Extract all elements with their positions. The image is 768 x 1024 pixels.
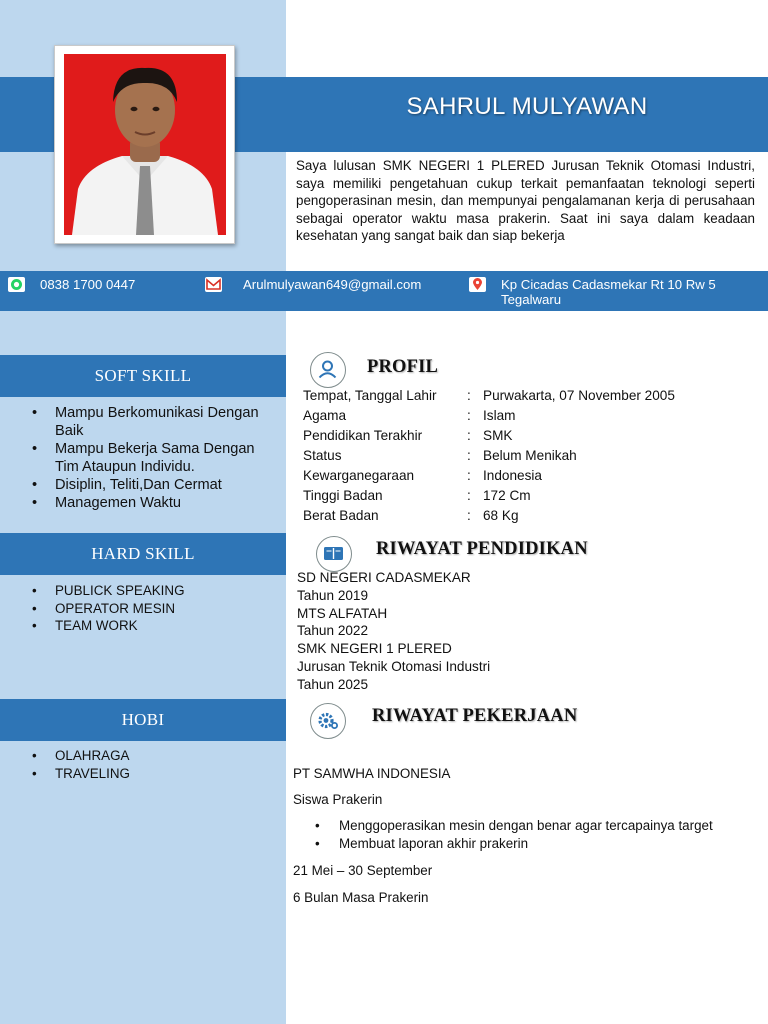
profile-label: Pendidikan Terakhir [303, 428, 423, 443]
list-item: • Mampu Berkomunikasi Dengan Baik [30, 404, 280, 440]
profile-label: Tinggi Badan [303, 488, 383, 503]
profile-separator: : [467, 448, 471, 463]
list-item: • Menggoperasikan mesin dengan benar agar tercapainya target [313, 817, 713, 835]
work-period: 21 Mei – 30 September [293, 863, 433, 878]
soft-skill-list [30, 404, 280, 512]
education-line: Tahun 2022 [297, 623, 369, 639]
profile-label: Berat Badan [303, 508, 379, 523]
profile-label: Tempat, Tanggal Lahir [303, 388, 437, 403]
profile-separator: : [467, 428, 471, 443]
profile-separator: : [467, 508, 471, 523]
profil-title: PROFIL [367, 357, 439, 377]
profile-separator: : [467, 488, 471, 503]
profile-label: Agama [303, 408, 347, 423]
profile-label: Status [303, 448, 342, 463]
list-item: • Mampu Bekerja Sama Dengan Tim Ataupun Individu. [30, 440, 280, 476]
profile-value: Purwakarta, 07 November 2005 [483, 388, 675, 403]
address-line-2: Tegalwaru [501, 292, 562, 307]
list-item: • Membuat laporan akhir prakerin [313, 835, 713, 853]
list-item: • OPERATOR MESIN [30, 600, 280, 618]
profile-value: 68 Kg [483, 508, 519, 523]
location-pin-icon [469, 277, 486, 292]
list-item: • Managemen Waktu [30, 494, 280, 512]
work-duration: 6 Bulan Masa Prakerin [293, 890, 429, 905]
person-portrait-icon [64, 54, 226, 235]
email-address[interactable]: Arulmulyawan649@gmail.com [243, 277, 422, 292]
job-role: Siswa Prakerin [293, 792, 383, 807]
hobi-heading: HOBI [0, 699, 286, 741]
education-list [297, 569, 490, 694]
profile-photo [64, 54, 226, 235]
address-line-1: Kp Cicadas Cadasmekar Rt 10 Rw 5 [501, 277, 716, 292]
company-name: PT SAMWHA INDONESIA [293, 766, 451, 781]
list-item: • TEAM WORK [30, 617, 280, 635]
education-line: Tahun 2025 [297, 676, 369, 692]
list-item: • OLAHRAGA [30, 747, 280, 765]
pendidikan-title: RIWAYAT PENDIDIKAN [376, 539, 588, 559]
education-line: SD NEGERI CADASMEKAR [297, 570, 471, 585]
person-name: SAHRUL MULYAWAN [406, 93, 648, 120]
phone-number[interactable]: 0838 1700 0447 [40, 277, 136, 292]
gmail-icon [205, 277, 222, 292]
profile-value: Indonesia [483, 468, 542, 483]
whatsapp-icon [8, 277, 25, 292]
education-line: SMK NEGERI 1 PLERED [297, 641, 452, 657]
pekerjaan-title: RIWAYAT PEKERJAAN [372, 706, 578, 726]
user-circle-icon [310, 352, 346, 388]
hard-skill-list [30, 582, 280, 635]
list-item: • Disiplin, Teliti,Dan Cermat [30, 476, 280, 494]
profile-label: Kewarganegaraan [303, 468, 415, 483]
profile-value: 172 Cm [483, 488, 531, 503]
profile-value: SMK [483, 428, 513, 443]
address [501, 277, 716, 307]
education-line: Jurusan Teknik Otomasi Industri [297, 658, 491, 674]
hard-skill-heading: HARD SKILL [0, 533, 286, 575]
profile-value: Belum Menikah [483, 448, 577, 463]
profile-separator: : [467, 388, 471, 403]
education-line: Tahun 2019 [297, 587, 369, 603]
profile-separator: : [467, 408, 471, 423]
hobi-list [30, 747, 280, 782]
list-item: • TRAVELING [30, 765, 280, 783]
profile-separator: : [467, 468, 471, 483]
list-item: • PUBLICK SPEAKING [30, 582, 280, 600]
education-line: MTS ALFATAH [297, 605, 388, 621]
profile-photo-frame [54, 45, 235, 244]
contact-bar [0, 271, 768, 311]
book-icon [316, 536, 352, 572]
gear-icon [310, 703, 346, 739]
soft-skill-heading: SOFT SKILL [0, 355, 286, 397]
task-list [313, 817, 713, 852]
profile-value: Islam [483, 408, 516, 423]
summary-text: Saya lulusan SMK NEGERI 1 PLERED Jurusan Teknik Otomasi Industri, saya memiliki pengetahuan cukup terkait pemanfaatan teknologi seperti pengoperasinan mesin, dan mempunyai pengalamanan kerja di perusahaan sebagai operator waktu masa prakerin. Saat ini saya dalam keadaan kesehatan yang sangat baik dan siap bekerja [296, 158, 755, 244]
